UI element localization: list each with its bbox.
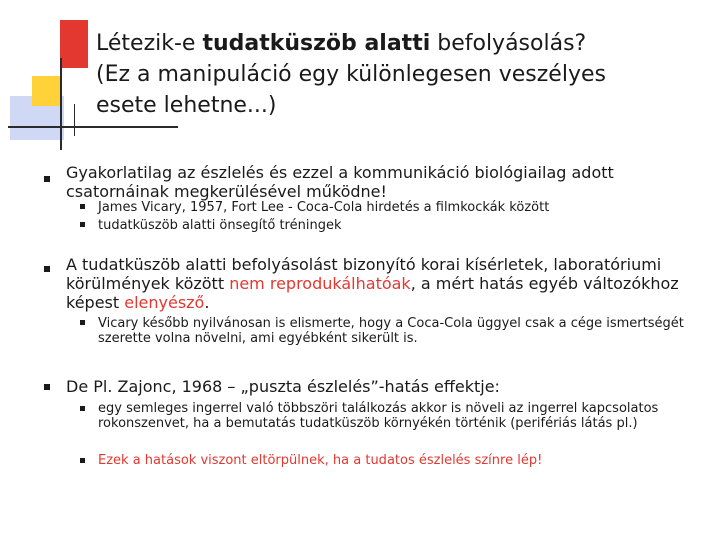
title-text-bold: tudatküszöb alatti xyxy=(202,31,431,56)
title-text-post: befolyásolás? xyxy=(430,31,587,56)
bullet-2-red-text-2: elenyésző xyxy=(124,293,205,312)
bullet-text-3: De Pl. Zajonc, 1968 – „puszta észlelés”-hatás effektje: xyxy=(66,377,500,396)
sub-bullet-marker-1-2 xyxy=(80,222,85,227)
bullet-marker-1 xyxy=(44,176,50,182)
title-line-2: (Ez a manipuláció egy különlegesen veszélyes xyxy=(96,62,606,87)
title-text-pre: Létezik-e xyxy=(96,31,203,56)
bullet-2-text-post: . xyxy=(204,293,210,312)
decor-horizontal-line xyxy=(8,126,178,128)
sub-bullet-text-1-2: tudatküszöb alatti önsegítő tréningek xyxy=(98,218,342,233)
title-line-3: esete lehetne...) xyxy=(96,93,277,118)
bullet-2-text-pre: A tudatküszöb alatti befolyásolást bizonyító korai kísérletek, laboratóriumi körülmények között xyxy=(66,255,662,293)
decor-vertical-line-2 xyxy=(74,104,75,136)
sub-bullet-marker-3-1 xyxy=(80,406,85,411)
bullet-2-text-mid: , a mért hatás egyéb változókhoz képest xyxy=(66,274,679,312)
decor-red-square xyxy=(60,20,88,68)
sub-bullet-text-1-1: James Vicary, 1957, Fort Lee - Coca-Cola hirdetés a filmkockák között xyxy=(98,200,550,215)
decor-vertical-line xyxy=(60,58,62,150)
sub-bullet-marker-2-1 xyxy=(80,320,85,325)
bullet-text-1: Gyakorlatilag az észlelés és ezzel a kommunikáció biológiailag adott csatornáinak megkerülésével működne! xyxy=(66,163,614,201)
sub-bullet-marker-1-1 xyxy=(80,204,85,209)
sub-bullet-text-3-1: egy semleges ingerrel való többszöri találkozás akkor is növeli az ingerrel kapcsolatos rokonszenvet, ha a bemutatás tudatküszöb környékén történik (perifériás látás pl.) xyxy=(98,401,659,431)
slide-title xyxy=(96,28,696,121)
bullet-marker-3 xyxy=(44,384,50,390)
bullet-2-red-text-1: nem reprodukálhatóak xyxy=(229,274,411,293)
sub-bullet-text-2-1: Vicary később nyilvánosan is elismerte, hogy a Coca-Cola üggyel csak a cége ismertségét szerette volna növelni, ami egyébként sikerült is. xyxy=(98,316,684,346)
bullet-text-2 xyxy=(66,255,706,312)
bullet-marker-2 xyxy=(44,266,50,272)
decor-yellow-square xyxy=(32,76,62,106)
sub-bullet-marker-3-2 xyxy=(80,458,85,463)
title-line-1 xyxy=(96,28,696,59)
sub-bullet-text-3-2: Ezek a hatások viszont eltörpülnek, ha a tudatos észlelés színre lép! xyxy=(98,453,543,468)
